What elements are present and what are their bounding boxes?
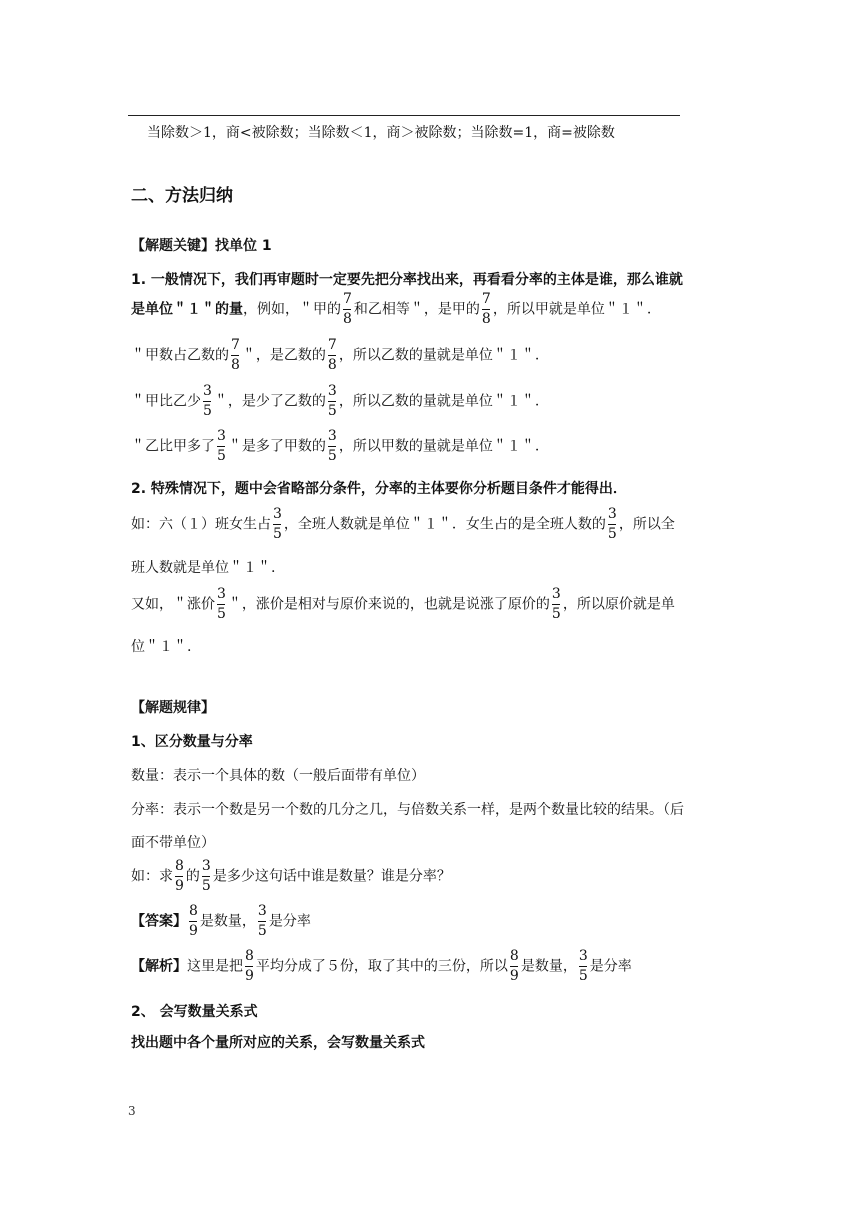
example-line-price-rise: 又如，＂涨价 $\frac{3}{5}$ ＂，涨价是相对与原价来说的，也就是说涨了原价的 $\frac{3}{5}$ ，所以原价就是单 — [131, 586, 675, 622]
fraction-3-5: $\frac{3}{5}$ — [203, 383, 212, 419]
fraction-8-9: $\frac{8}{9}$ — [509, 948, 519, 984]
fraction-3-5: $\frac{3}{5}$ — [217, 586, 226, 622]
header-rule — [128, 115, 680, 116]
explanation-label: 【解析】 — [131, 958, 187, 975]
example-line-jia-bi-yi-shao: ＂甲比乙少 $\frac{3}{5}$ ＂，是少了乙数的 $\frac{3}{5}$ ，所以乙数的量就是单位＂１＂. — [131, 383, 540, 419]
answer-line: 【答案】 $\frac{8}{9}$ 是数量， $\frac{3}{5}$ 是分率 — [131, 903, 311, 939]
fraction-3-5: $\frac{3}{5}$ — [607, 506, 617, 542]
fraction-3-5: $\frac{3}{5}$ — [327, 383, 337, 419]
explanation-line: 【解析】这里是把 $\frac{8}{9}$ 平均分成了５份，取了其中的三份，所以 $\frac{8}{9}$ 是数量， $\frac{3}{5}$ 是分率 — [131, 948, 632, 984]
fraction-7-8: $\frac{7}{8}$ — [327, 337, 337, 373]
fraction-3-5: $\frac{3}{5}$ — [327, 428, 337, 464]
example-line-class-girls: 如：六（１）班女生占 $\frac{3}{5}$ ，全班人数就是单位＂１＂．女生占的是全班人数的 $\frac{3}{5}$ ，所以全 — [131, 506, 675, 542]
answer-label: 【答案】 — [131, 913, 187, 930]
key-paragraph-1-line-1: 1. 一般情况下，我们再审题时一定要先把分率找出来，再看看分率的主体是谁，那么谁就 — [131, 272, 683, 288]
key-paragraph-2: 2. 特殊情况下，题中会省略部分条件，分率的主体要你分析题目条件才能得出． — [131, 481, 627, 497]
fraction-3-5: $\frac{3}{5}$ — [257, 903, 267, 939]
rate-definition-line-2: 面不带单位） — [131, 835, 215, 851]
example-line-price-rise-cont: 位＂１＂. — [131, 639, 192, 655]
rate-definition-line-1: 分率：表示一个数是另一个数的几分之几，与倍数关系一样，是两个数量比较的结果。（后 — [131, 802, 684, 818]
fraction-7-8: $\frac{7}{8}$ — [343, 291, 352, 327]
rule-2-description: 找出题中各个量所对应的关系，会写数量关系式 — [131, 1035, 425, 1051]
rule-2-title: 2、 会写数量关系式 — [131, 1004, 258, 1020]
fraction-7-8: $\frac{7}{8}$ — [231, 337, 240, 373]
fraction-3-5: $\frac{3}{5}$ — [201, 858, 211, 894]
fraction-3-5: $\frac{3}{5}$ — [551, 586, 561, 622]
example-line-class-girls-cont: 班人数就是单位＂１＂. — [131, 560, 276, 576]
key-heading: 【解题关键】找单位 1 — [131, 238, 272, 254]
fraction-7-8: $\frac{7}{8}$ — [481, 291, 491, 327]
fraction-8-9: $\frac{8}{9}$ — [245, 948, 254, 984]
example-line-yi-bi-jia-duo: ＂乙比甲多了 $\frac{3}{5}$ ＂是多了甲数的 $\frac{3}{5}$ ，所以甲数的量就是单位＂１＂. — [131, 428, 540, 464]
quantity-definition: 数量：表示一个具体的数（一般后面带有单位） — [131, 768, 425, 784]
fraction-3-5: $\frac{3}{5}$ — [273, 506, 282, 542]
unit-one-phrase: 是单位＂１＂的量 — [131, 301, 243, 318]
key-paragraph-1-line-2: 是单位＂１＂的量，例如，＂甲的 $\frac{7}{8}$ 和乙相等＂，是甲的 $\frac{7}{8}$ ，所以甲就是单位＂１＂. — [131, 291, 652, 327]
fraction-3-5: $\frac{3}{5}$ — [217, 428, 226, 464]
question-line: 如：求 $\frac{8}{9}$ 的 $\frac{3}{5}$ 是多少这句话中谁是数量？谁是分率？ — [131, 858, 451, 894]
rules-heading: 【解题规律】 — [131, 700, 215, 716]
example-line-jia-zhan-yi: ＂甲数占乙数的 $\frac{7}{8}$ ＂，是乙数的 $\frac{7}{8}$ ，所以乙数的量就是单位＂１＂. — [131, 337, 540, 373]
page-number: 3 — [128, 1104, 136, 1118]
rule-1-title: 1、区分数量与分率 — [131, 734, 253, 750]
divisor-rule-note: 当除数＞1，商<被除数；当除数＜1，商＞被除数；当除数=1，商=被除数 — [147, 125, 615, 141]
fraction-8-9: $\frac{8}{9}$ — [175, 858, 184, 894]
section-title: 二、方法归纳 — [131, 186, 233, 206]
fraction-8-9: $\frac{8}{9}$ — [189, 903, 198, 939]
fraction-3-5: $\frac{3}{5}$ — [578, 948, 588, 984]
